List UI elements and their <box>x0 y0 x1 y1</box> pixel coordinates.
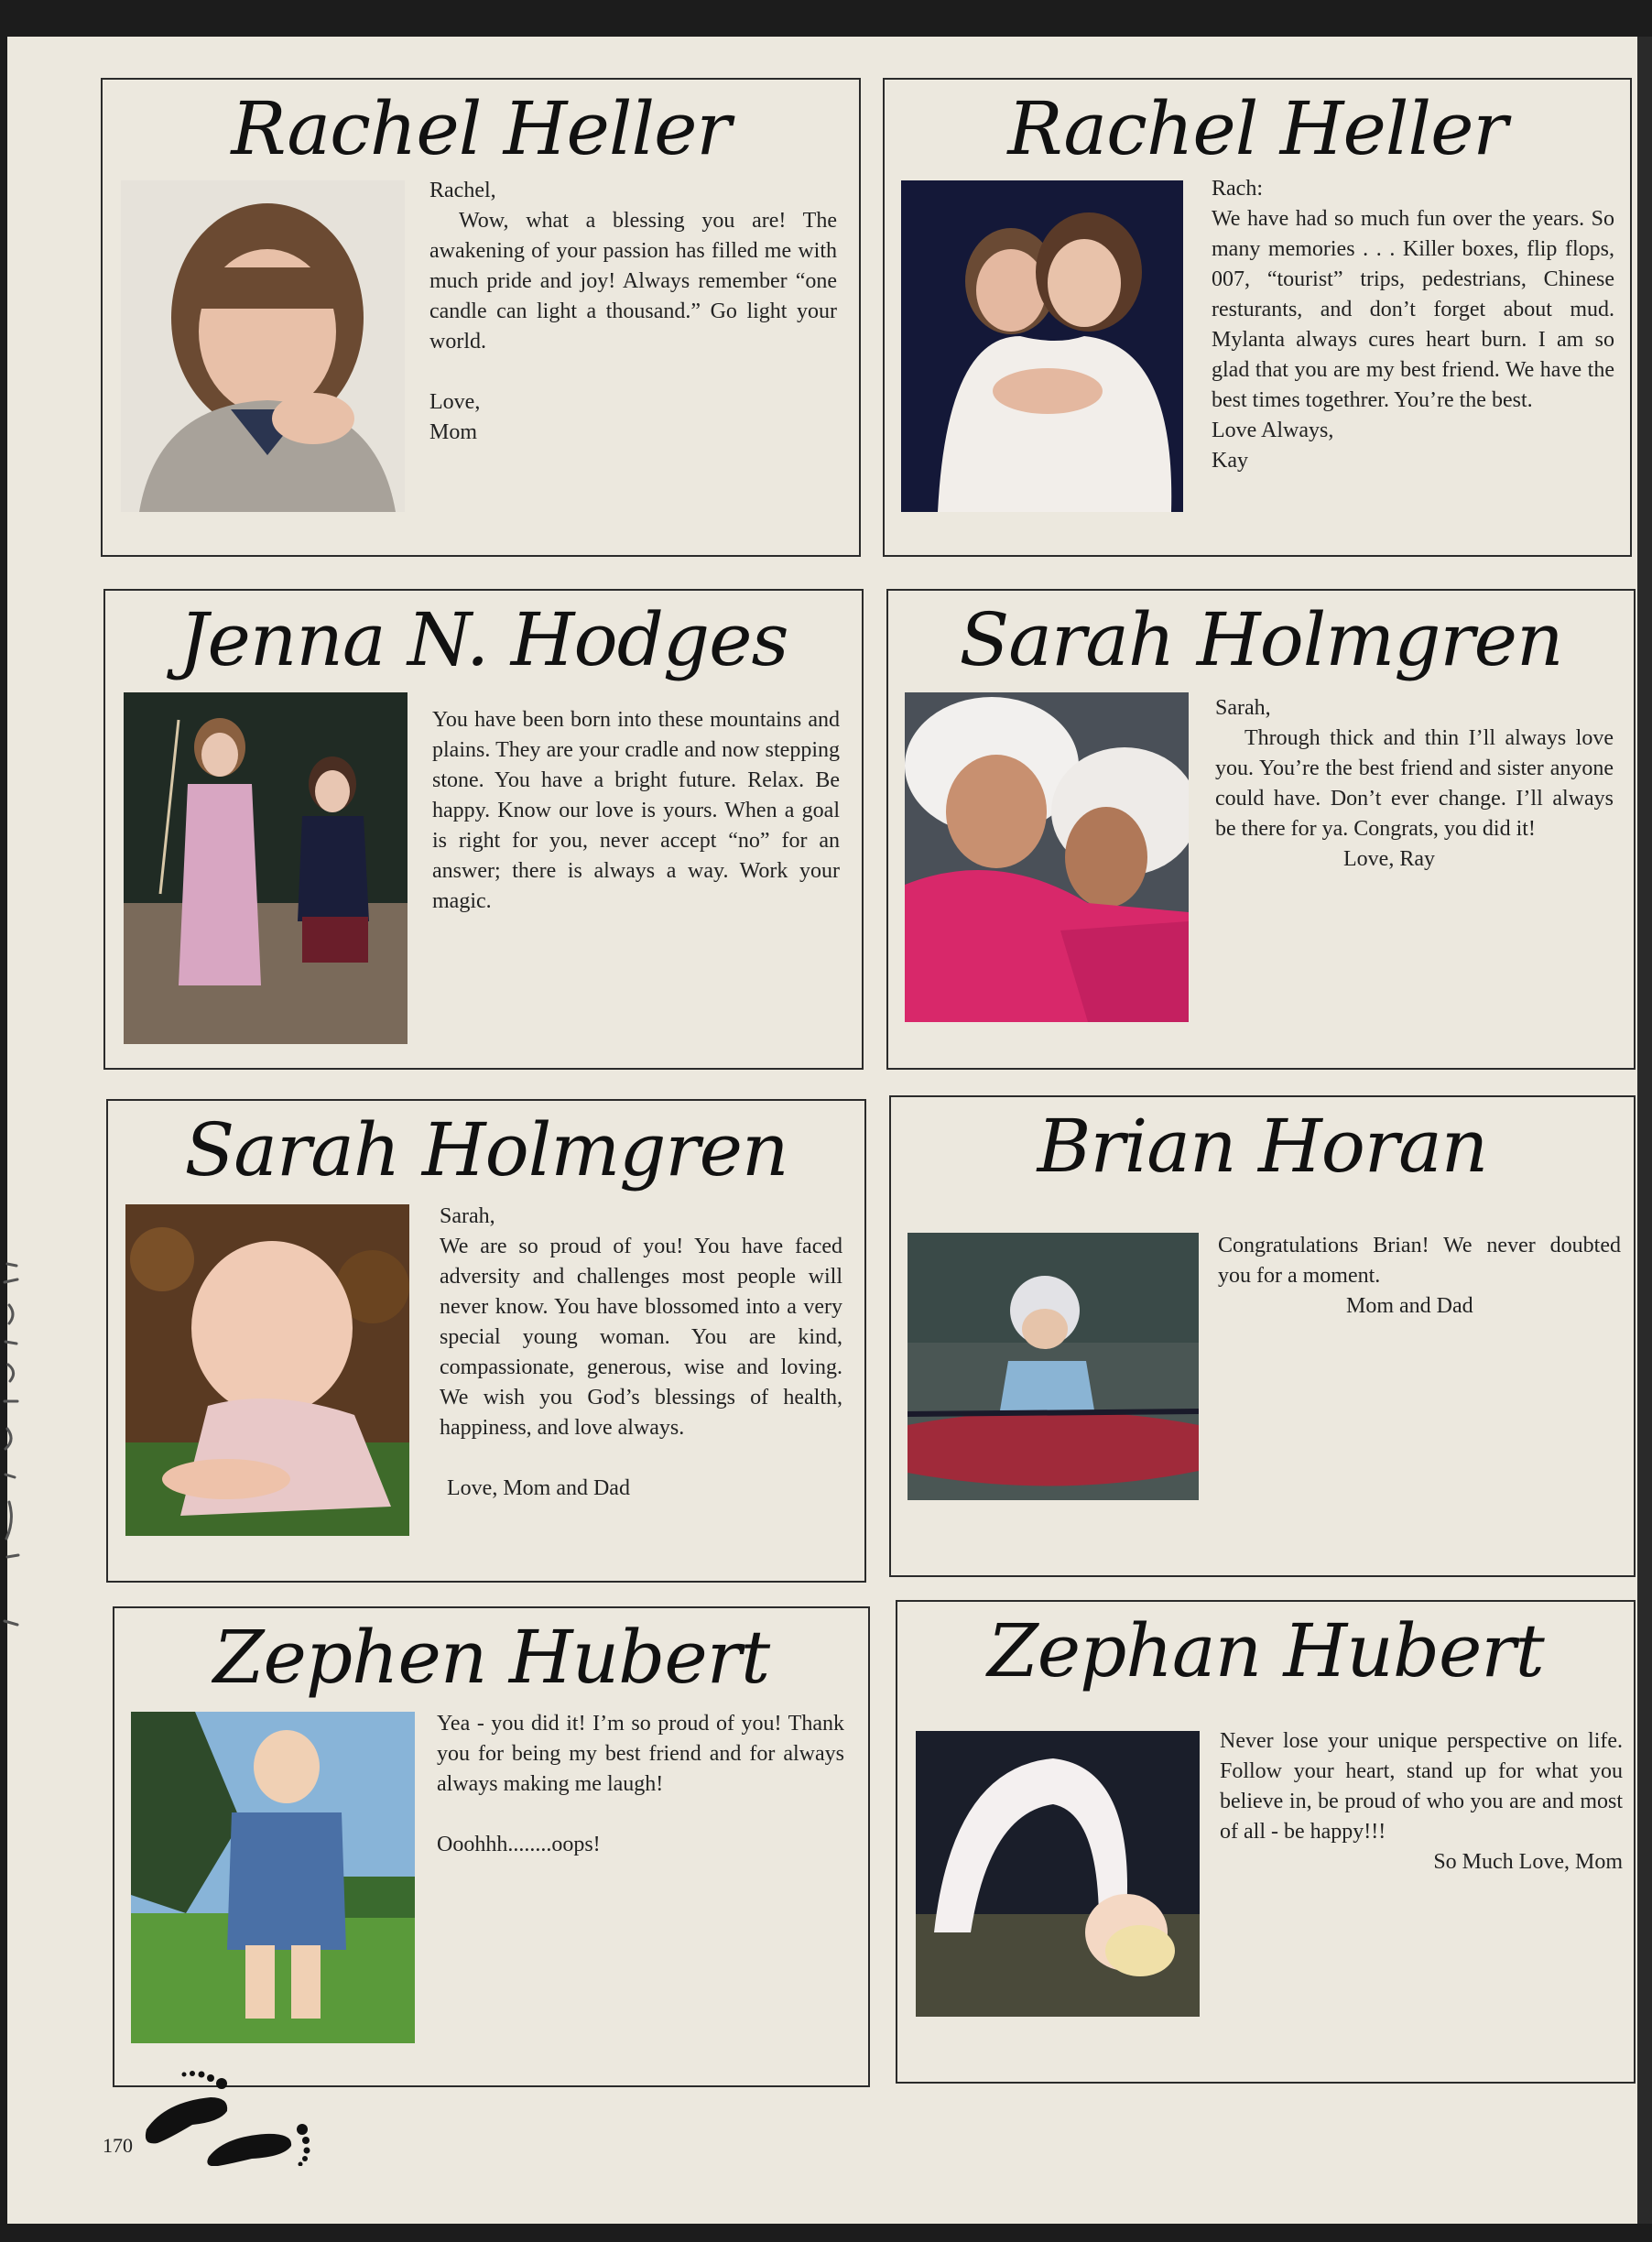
student-name: Sarah Holmgren <box>184 1107 788 1192</box>
student-photo <box>905 692 1189 1022</box>
tribute-message: Sarah, We are so proud of you! You have faced adversity and challenges most people will never know. You have blossomed into a very special young woman. You are kind, compassionate, generous, wise and loving. We wish you God’s blessings of health, happiness, and love always. Love, Mom and Dad <box>440 1204 842 1500</box>
tribute-card <box>896 1600 1636 2084</box>
margin-scribble <box>0 1255 41 1639</box>
tribute-message: Congratulations Brian! We never doubted you for a moment. Mom and Dad <box>1218 1234 1621 1318</box>
tribute-card <box>883 78 1632 557</box>
student-name: Zephen Hubert <box>212 1615 770 1700</box>
student-photo <box>121 180 405 512</box>
tribute-card <box>106 1099 866 1583</box>
tribute-message: Rach: We have had so much fun over the years. So many memories . . . Killer boxes, flip flops, 007, “tourist” trips, pedestrians, Chinese resturants, and don’t forget about mud. Mylanta always cures heart burn. I am so glad that you are my best friend. We have the best times togethrer. You’re the best. Love Always, Kay <box>1212 177 1614 473</box>
tribute-card <box>113 1606 870 2087</box>
student-name: Rachel Heller <box>231 86 731 171</box>
student-photo <box>131 1712 415 2043</box>
tribute-card <box>889 1095 1636 1577</box>
tribute-message: Yea - you did it! I’m so proud of you! Thank you for being my best friend and for always always making me laugh! Ooohhh........oops! <box>437 1712 844 1856</box>
student-name: Jenna N. Hodges <box>179 597 788 682</box>
tribute-message: You have been born into these mountains and plains. They are your cradle and now stepping stone. You have a bright future. Relax. Be happy. Know our love is yours. When a goal is right for you, never accept “no” for an answer; there is always a way. Work your magic. <box>432 708 840 913</box>
student-photo <box>125 1204 409 1536</box>
tribute-message: Sarah, Through thick and thin I’ll always love you. You’re the best friend and sister anyone could have. Don’t ever change. I’ll always be there for ya. Congrats, you did it! Love, Ray <box>1215 696 1614 871</box>
student-name: Sarah Holmgren <box>959 597 1563 682</box>
student-photo <box>916 1731 1200 2017</box>
page-gutter <box>1637 37 1652 2224</box>
page-number: 170 <box>103 2134 133 2157</box>
tribute-message: Never lose your unique perspective on life. Follow your heart, stand up for what you believe in, be proud of who you are and most of all - be happy!!! So Much Love, Mom <box>1220 1729 1623 1874</box>
tribute-card <box>103 589 864 1070</box>
student-name: Rachel Heller <box>1007 86 1507 171</box>
student-photo <box>908 1233 1199 1500</box>
footprints-icon <box>137 2065 321 2166</box>
student-photo <box>901 180 1183 512</box>
student-photo <box>124 692 408 1044</box>
tribute-message: Rachel, Wow, what a blessing you are! The awakening of your passion has filled me with much pride and joy! Always remember “one candle can light a thousand.” Go light your world. Love, Mom <box>429 179 837 444</box>
student-name: Zephan Hubert <box>987 1608 1544 1693</box>
tribute-card <box>886 589 1636 1070</box>
student-name: Brian Horan <box>1037 1104 1488 1189</box>
tribute-card <box>101 78 861 557</box>
